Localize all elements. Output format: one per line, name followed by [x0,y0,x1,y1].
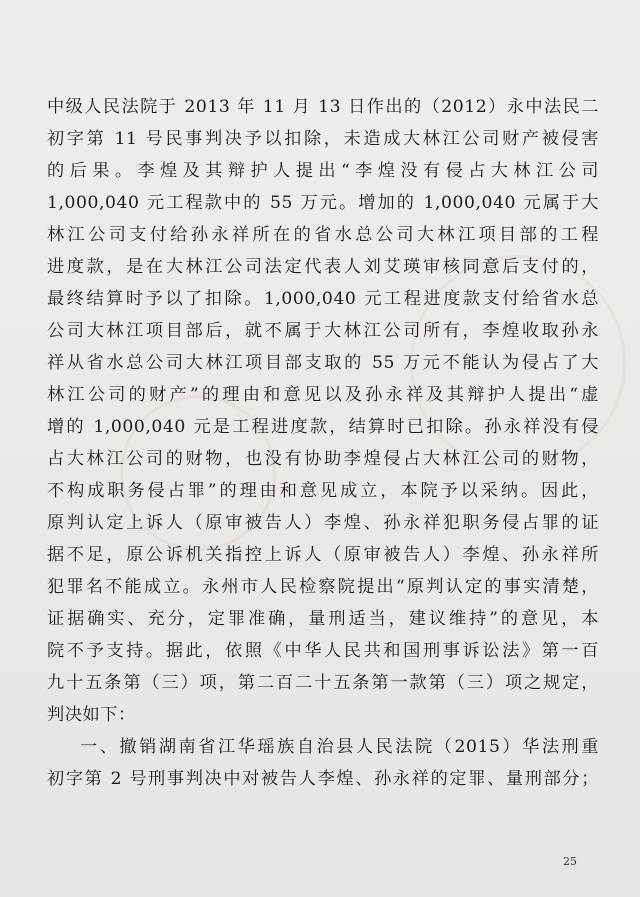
text-line: 不构成职务侵占罪”的理由和意见成立，本院予以采纳。因此， [47,481,599,501]
text-line: 九十五条第（三）项，第二百二十五条第一款第（三）项之规定， [47,673,599,693]
judgment-body-text [47,91,599,795]
text-line-indented: 一、撤销湖南省江华瑶族自治县人民法院（2015）华法刑重 [80,737,599,757]
text-line: 初字第 11 号民事判决予以扣除，未造成大林江公司财产被侵害 [47,129,599,149]
text-line: 据不足，原公诉机关指控上诉人（原审被告人）李煌、孙永祥所 [47,545,599,565]
text-line: 占大林江公司的财物，也没有协助李煌侵占大林江公司的财物， [47,449,599,469]
text-line: 林江公司的财产”的理由和意见以及孙永祥及其辩护人提出“虚 [47,385,599,405]
text-line: 原判认定上诉人（原审被告人）李煌、孙永祥犯职务侵占罪的证 [47,513,599,533]
text-line: 进度款，是在大林江公司法定代表人刘艾瑛审核同意后支付的， [47,257,599,277]
text-line: 中级人民法院于 2013 年 11 月 13 日作出的（2012）永中法民二 [47,97,599,117]
text-line: 的后果。李煌及其辩护人提出“李煌没有侵占大林江公司 [47,161,599,181]
text-line: 判决如下： [47,705,136,725]
text-line: 祥从省水总公司大林江项目部支取的 55 万元不能认为侵占了大 [47,353,599,373]
page-number: 25 [563,855,577,868]
text-line: 院不予支持。据此，依照《中华人民共和国刑事诉讼法》第一百 [47,641,599,661]
text-line: 证据确实、充分，定罪准确，量刑适当，建议维持”的意见，本 [47,609,599,629]
text-line: 林江公司支付给孙永祥所在的省水总公司大林江项目部的工程 [47,225,599,245]
text-line: 公司大林江项目部后，就不属于大林江公司所有，李煌收取孙永 [47,321,599,341]
text-line: 最终结算时予以了扣除。1,000,040 元工程进度款支付给省水总 [47,289,599,309]
text-line: 增的 1,000,040 元是工程进度款，结算时已扣除。孙永祥没有侵 [47,417,599,437]
text-line: 初字第 2 号刑事判决中对被告人李煌、孙永祥的定罪、量刑部分； [47,769,599,789]
text-line: 1,000,040 元工程款中的 55 万元。增加的 1,000,040 元属于大 [47,193,599,213]
text-line: 犯罪名不能成立。永州市人民检察院提出“原判认定的事实清楚， [47,577,599,597]
